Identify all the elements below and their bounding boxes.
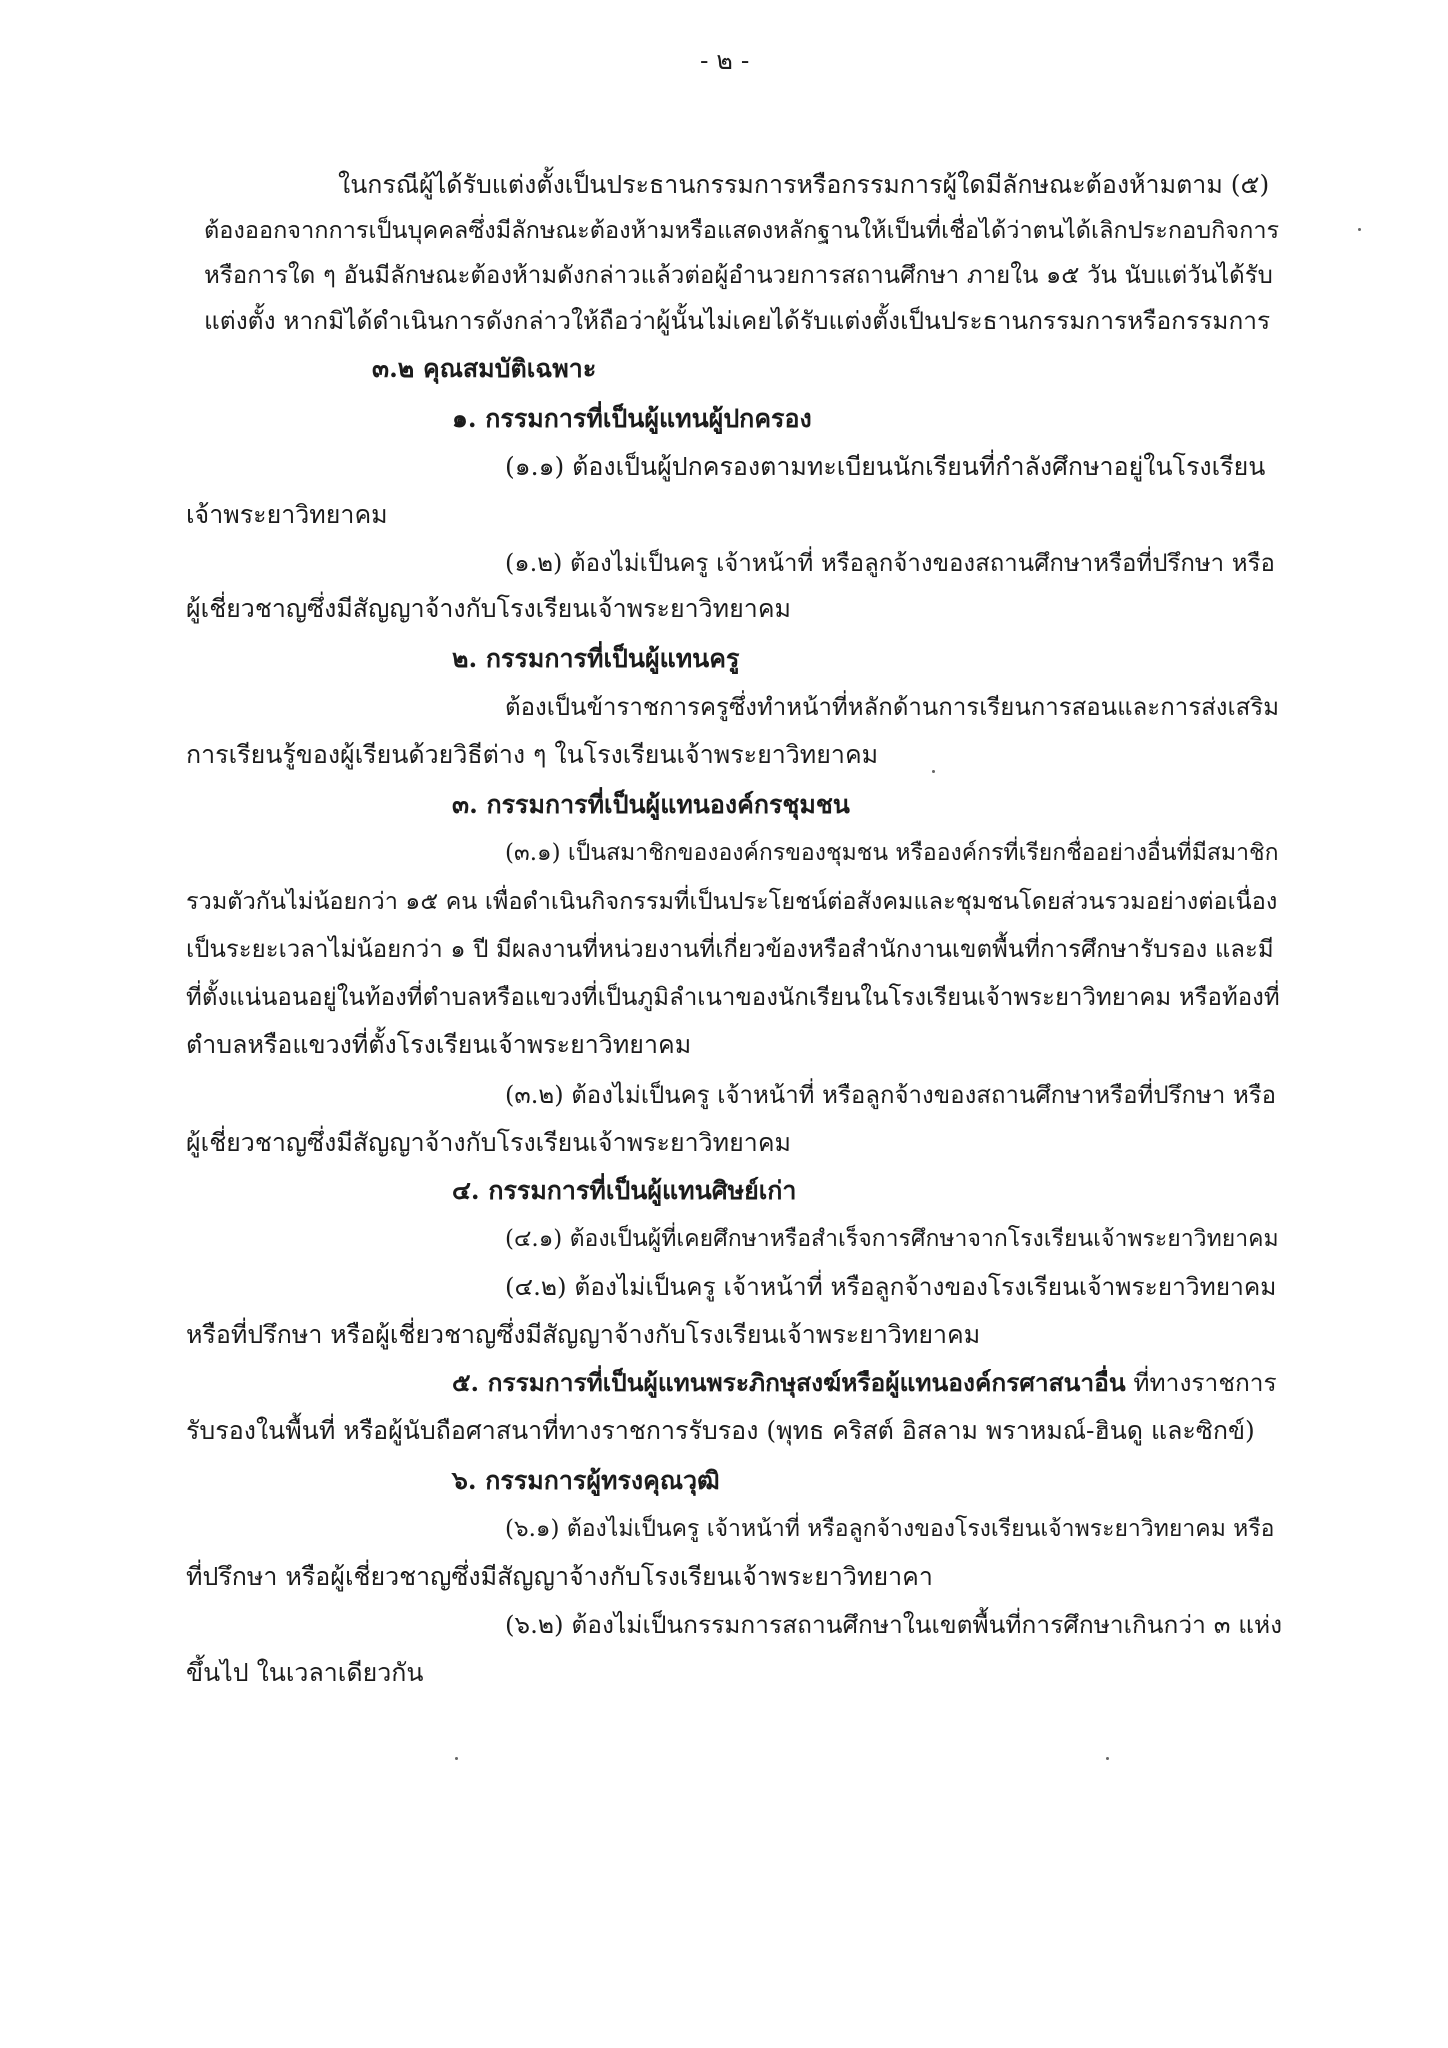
- s3-heading: ๓. กรรมการที่เป็นผู้แทนองค์กรชุมชน: [452, 790, 850, 819]
- s1-heading: ๑. กรรมการที่เป็นผู้แทนผู้ปกครอง: [452, 404, 812, 433]
- s3-p1-line-4: ที่ตั้งแน่นอนอยู่ในท้องที่ตำบลหรือแขวงที่เป็นภูมิลำเนาของนักเรียนในโรงเรียนเจ้าพระยาวิทยาคม หรือท้องที่: [186, 983, 1280, 1011]
- scan-speck: [932, 770, 935, 773]
- s3-p1-line-3: เป็นระยะเวลาไม่น้อยกว่า ๑ ปี มีผลงานที่หน่วยงานที่เกี่ยวข้องหรือสำนักงานเขตพื้นที่การศึกษารับรอง และมี: [186, 935, 1274, 963]
- s3-p2-line-1: (๓.๒) ต้องไม่เป็นครู เจ้าหน้าที่ หรือลูกจ้างของสถานศึกษาหรือที่ปรึกษา หรือ: [505, 1081, 1277, 1109]
- s5-heading-line: [452, 1366, 1277, 1400]
- s2-line-1: ต้องเป็นข้าราชการครูซึ่งทำหน้าที่หลักด้านการเรียนการสอนและการส่งเสริม: [505, 693, 1280, 721]
- s4-p1-line-1: (๔.๑) ต้องเป็นผู้ที่เคยศึกษาหรือสำเร็จการศึกษาจากโรงเรียนเจ้าพระยาวิทยาคม: [505, 1226, 1279, 1252]
- s4-heading: ๔. กรรมการที่เป็นผู้แทนศิษย์เก่า: [452, 1176, 797, 1205]
- s4-p2-line-2: หรือที่ปรึกษา หรือผู้เชี่ยวชาญซึ่งมีสัญญาจ้างกับโรงเรียนเจ้าพระยาวิทยาคม: [186, 1320, 981, 1349]
- scan-speck: [1358, 228, 1361, 231]
- s6-p1-line-2: ที่ปรึกษา หรือผู้เชี่ยวชาญซึ่งมีสัญญาจ้างกับโรงเรียนเจ้าพระยาวิทยาคา: [186, 1562, 933, 1591]
- intro-line-4: แต่งตั้ง หากมิได้ดำเนินการดังกล่าวให้ถือว่าผู้นั้นไม่เคยได้รับแต่งตั้งเป็นประธานกรรมการหรือกรรมการ: [204, 306, 1271, 335]
- intro-line-1: ในกรณีผู้ได้รับแต่งตั้งเป็นประธานกรรมการหรือกรรมการผู้ใดมีลักษณะต้องห้ามตาม (๕): [338, 170, 1270, 199]
- s1-p1-line-1: (๑.๑) ต้องเป็นผู้ปกครองตามทะเบียนนักเรียนที่กำลังศึกษาอยู่ในโรงเรียน: [505, 452, 1266, 481]
- s1-p2-line-2: ผู้เชี่ยวชาญซึ่งมีสัญญาจ้างกับโรงเรียนเจ้าพระยาวิทยาคม: [186, 594, 792, 623]
- s5-heading: ๕. กรรมการที่เป็นผู้แทนพระภิกษุสงฆ์หรือผู้แทนองค์กรศาสนาอื่น: [452, 1368, 1126, 1397]
- s1-p1-line-2: เจ้าพระยาวิทยาคม: [186, 500, 388, 529]
- scan-speck: [1106, 1757, 1109, 1760]
- s6-p2-line-1: (๖.๒) ต้องไม่เป็นกรรมการสถานศึกษาในเขตพื้นที่การศึกษาเกินกว่า ๓ แห่ง: [505, 1610, 1283, 1639]
- s1-p2-line-1: (๑.๒) ต้องไม่เป็นครู เจ้าหน้าที่ หรือลูกจ้างของสถานศึกษาหรือที่ปรึกษา หรือ: [505, 549, 1275, 577]
- s3-p1-line-1: (๓.๑) เป็นสมาชิกขององค์กรของชุมชน หรือองค์กรที่เรียกชื่ออย่างอื่นที่มีสมาชิก: [505, 840, 1279, 866]
- s6-p1-line-1: (๖.๑) ต้องไม่เป็นครู เจ้าหน้าที่ หรือลูกจ้างของโรงเรียนเจ้าพระยาวิทยาคม หรือ: [505, 1516, 1275, 1542]
- scan-speck: [455, 1757, 458, 1760]
- s2-heading: ๒. กรรมการที่เป็นผู้แทนครู: [452, 644, 740, 673]
- intro-line-2: ต้องออกจากการเป็นบุคคลซึ่งมีลักษณะต้องห้ามหรือแสดงหลักฐานให้เป็นที่เชื่อได้ว่าตนได้เลิกประกอบกิจการ: [204, 216, 1280, 244]
- s2-line-2: การเรียนรู้ของผู้เรียนด้วยวิธีต่าง ๆ ในโรงเรียนเจ้าพระยาวิทยาคม: [186, 740, 879, 769]
- s3-p1-line-5: ตำบลหรือแขวงที่ตั้งโรงเรียนเจ้าพระยาวิทยาคม: [186, 1030, 692, 1059]
- page-number: - ๒ -: [700, 46, 750, 75]
- section-heading: ๓.๒ คุณสมบัติเฉพาะ: [372, 354, 597, 383]
- s6-heading: ๖. กรรมการผู้ทรงคุณวุฒิ: [452, 1466, 720, 1495]
- s3-p2-line-2: ผู้เชี่ยวชาญซึ่งมีสัญญาจ้างกับโรงเรียนเจ้าพระยาวิทยาคม: [186, 1128, 792, 1157]
- s5-line-2: รับรองในพื้นที่ หรือผู้นับถือศาสนาที่ทางราชการรับรอง (พุทธ คริสต์ อิสลาม พราหมณ์-ฮินดู และซิกข์): [186, 1416, 1255, 1445]
- intro-line-3: หรือการใด ๆ อันมีลักษณะต้องห้ามดังกล่าวแล้วต่อผู้อำนวยการสถานศึกษา ภายใน ๑๕ วัน นับแต่วันได้รับ: [204, 261, 1273, 289]
- s4-p2-line-1: (๔.๒) ต้องไม่เป็นครู เจ้าหน้าที่ หรือลูกจ้างของโรงเรียนเจ้าพระยาวิทยาคม: [505, 1272, 1277, 1301]
- s5-heading-tail: ที่ทางราชการ: [1125, 1368, 1277, 1397]
- s3-p1-line-2: รวมตัวกันไม่น้อยกว่า ๑๕ คน เพื่อดำเนินกิจกรรมที่เป็นประโยชน์ต่อสังคมและชุมชนโดยส่วนรวมอย่างต่อเนื่อง: [186, 887, 1278, 915]
- s6-p2-line-2: ขึ้นไป ในเวลาเดียวกัน: [186, 1658, 424, 1687]
